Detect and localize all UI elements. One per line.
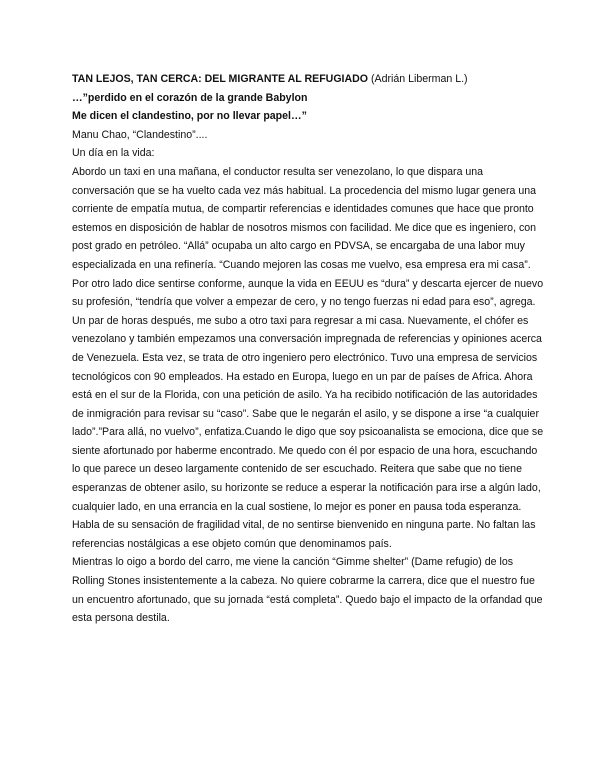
paragraph-3: Mientras lo oigo a bordo del carro, me viene la canción “Gimme shelter” (Dame refugio) de los Rolling Stones insistentemente a la cabeza. No quiere cobrarme la carrera, dice que el nuestro fue un encuentro afortunado, que su jornada “está completa”. Quedo bajo el impacto de la orfandad que esta persona destila. [72,556,543,625]
paragraph-1: Abordo un taxi en una mañana, el conductor resulta ser venezolano, lo que dispara una conversación que se ha vuelto cada vez más habitual. La procedencia del mismo lugar genera una corriente de empatía mutua, de compartir referencias e identidades comunes que hace que pronto estemos en disposición de hablar de nosotros mismos con facilidad. Me dice que es ingeniero, con post grado en petróleo. “Allá” ocupaba un alto cargo en PDVSA, se encargaba de una labor muy especializada en una refinería. “Cuando mejoren las cosas me vuelvo, esa empresa era mi casa”. Por otro lado dice sentirse conforme, aunque la vida en EEUU es “dura” y descarta ejercer de nuevo su profesión, “tendría que volver a empezar de cero, y no tengo fuerzas ni edad para eso”, agrega. [72,165,544,309]
epigraph-line-1: …”perdido en el corazón de la grande Babylon [72,91,308,104]
section-heading: Un día en la vida: [72,147,155,160]
document-title-line [72,70,544,89]
document-title: TAN LEJOS, TAN CERCA: DEL MIGRANTE AL REFUGIADO [72,73,369,85]
paragraph-2: Un par de horas después, me subo a otro taxi para regresar a mi casa. Nuevamente, el chófer es venezolano y también empezamos una conversación impregnada de referencias y opiniones acerca de Venezuela. Esta vez, se trata de otro ingeniero pero electrónico. Tuvo una empresa de servicios tecnológicos con 90 empleados. Ha estado en Europa, luego en un par de países de Africa. Ahora está en el sur de la Florida, con una petición de asilo. Ya ha recibido notificación de las autoridades de inmigración para revisar su “caso”. Sabe que le negarán el asilo, y se dispone a irse “a cualquier lado”.”Para allá, no vuelvo”, enfatiza.Cuando le digo que soy psicoanalista se emociona, dice que se siente afortunado por haberme encontrado. Me quedo con él por espacio de una hora, escuchando lo que parece un deseo largamente contenido de ser escuchado. Reitera que sabe que no tiene esperanzas de obtener asilo, su horizonte se reduce a esperar la notificación para irse a algún lado, cualquier lado, en una errancia en la cual sostiene, lo mejor es poner en pausa toda esperanza. Habla de su sensación de fragilidad vital, de no sentirse bienvenido en ninguna parte. No faltan las referencias nostálgicas a ese objeto común que denominamos país. [72,314,544,550]
epigraph-line-2: Me dicen el clandestino, por no llevar papel…” [72,110,307,123]
epigraph-source: Manu Chao, “Clandestino”.... [72,128,208,141]
document-page [72,70,544,628]
document-author: (Adrián Liberman L.) [368,73,468,85]
